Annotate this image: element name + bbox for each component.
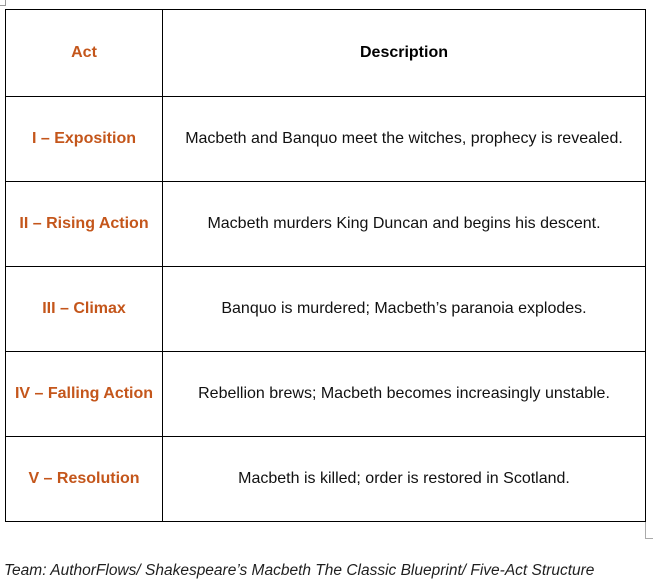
- act-cell: IV – Falling Action: [6, 352, 163, 437]
- table-row: [6, 437, 646, 522]
- act-cell: V – Resolution: [6, 437, 163, 522]
- description-cell: Macbeth and Banquo meet the witches, prophecy is revealed.: [163, 97, 646, 182]
- table-anchor-handle[interactable]: [0, 0, 6, 6]
- act-cell: I – Exposition: [6, 97, 163, 182]
- description-cell: Banquo is murdered; Macbeth’s paranoia explodes.: [163, 267, 646, 352]
- header-description: Description: [163, 10, 646, 97]
- description-cell: Macbeth is killed; order is restored in Scotland.: [163, 437, 646, 522]
- description-cell: Macbeth murders King Duncan and begins his descent.: [163, 182, 646, 267]
- table-row: [6, 352, 646, 437]
- table-header-row: [6, 10, 646, 97]
- table-row: [6, 267, 646, 352]
- header-act: Act: [6, 10, 163, 97]
- caption: Team: AuthorFlows/ Shakespeare’s Macbeth The Classic Blueprint/ Five-Act Structure: [4, 562, 595, 579]
- act-cell: III – Climax: [6, 267, 163, 352]
- five-act-table: [5, 9, 646, 522]
- act-cell: II – Rising Action: [6, 182, 163, 267]
- table-row: [6, 182, 646, 267]
- table-row: [6, 97, 646, 182]
- table-resize-handle[interactable]: [645, 522, 653, 539]
- description-cell: Rebellion brews; Macbeth becomes increasingly unstable.: [163, 352, 646, 437]
